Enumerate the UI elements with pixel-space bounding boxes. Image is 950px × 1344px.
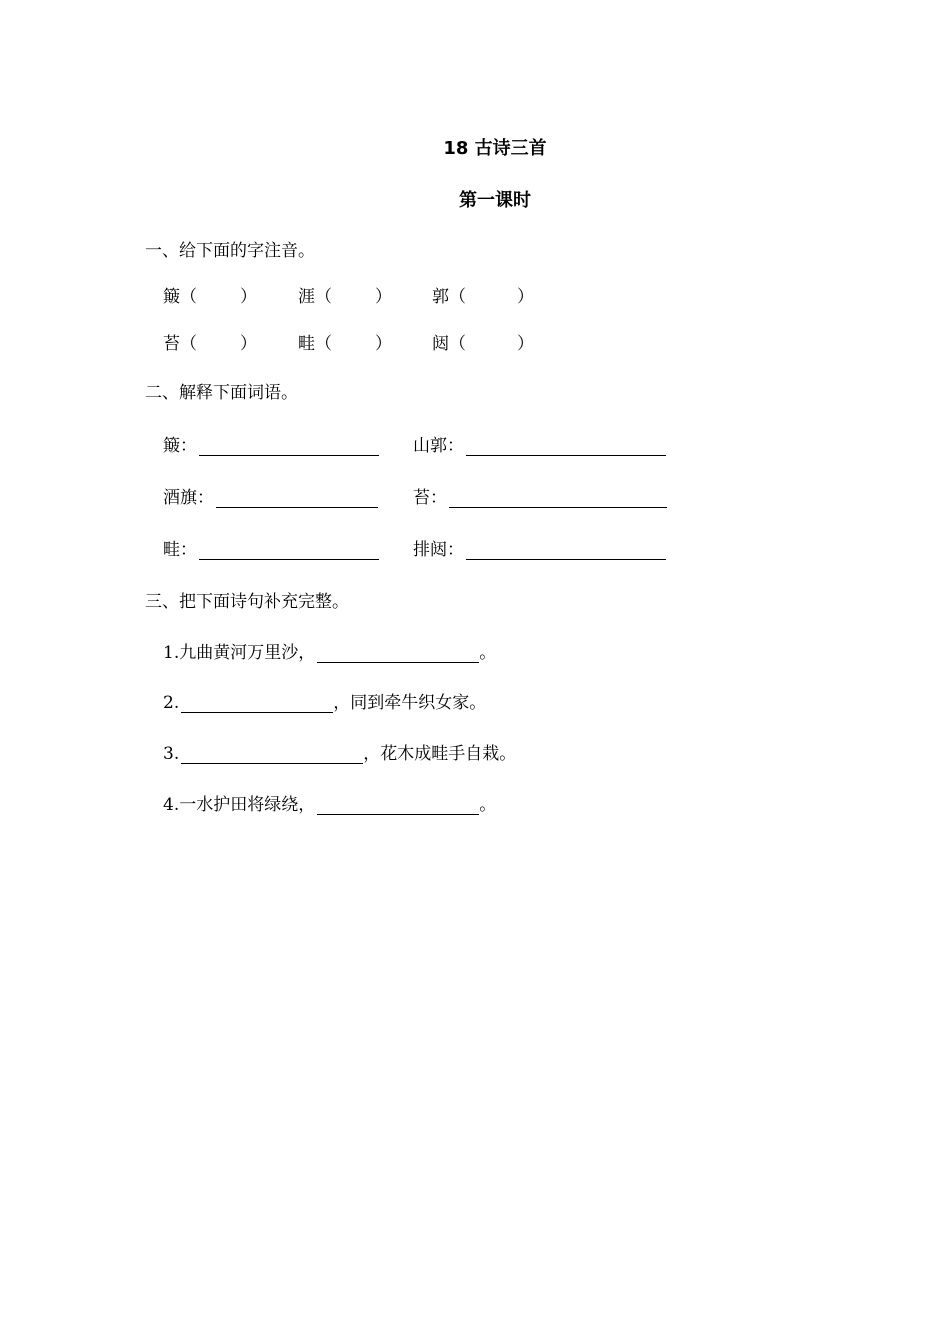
pinyin-paren-close: ） xyxy=(517,334,534,354)
answer-blank[interactable] xyxy=(466,543,666,560)
answer-blank[interactable] xyxy=(216,491,378,508)
pinyin-paren-open: （ xyxy=(315,287,332,307)
pinyin-paren-open: （ xyxy=(315,334,332,354)
definition-item xyxy=(413,535,666,560)
poem-suffix: ，花木成畦手自栽。 xyxy=(363,744,517,764)
pinyin-paren-close: ） xyxy=(375,334,392,354)
pinyin-paren-close: ） xyxy=(240,334,257,354)
definition-term: 畦： xyxy=(163,540,197,560)
section-3-heading: 三、把下面诗句补充完整。 xyxy=(145,592,349,612)
pinyin-paren-open: （ xyxy=(449,334,466,354)
answer-blank[interactable] xyxy=(466,439,666,456)
poem-prefix: 2. xyxy=(163,693,180,713)
definition-item xyxy=(413,431,666,456)
poem-blank[interactable] xyxy=(181,747,363,764)
section-2-heading: 二、解释下面词语。 xyxy=(145,383,298,403)
poem-suffix: 。 xyxy=(479,795,497,815)
pinyin-item xyxy=(432,282,534,307)
pinyin-char: 簸 xyxy=(163,287,180,307)
definition-term: 酒旗： xyxy=(163,488,214,508)
pinyin-paren-close: ） xyxy=(240,287,257,307)
answer-blank[interactable] xyxy=(199,439,379,456)
definition-item xyxy=(163,535,379,560)
section-1-heading: 一、给下面的字注音。 xyxy=(145,241,315,261)
poem-suffix: 。 xyxy=(479,643,497,663)
definition-term: 山郭： xyxy=(413,436,464,456)
page-subtitle: 第一课时 xyxy=(459,190,531,211)
page-title: 18 古诗三首 xyxy=(443,138,547,159)
pinyin-char: 涯 xyxy=(298,287,315,307)
poem-line-1 xyxy=(163,638,496,663)
definition-item xyxy=(413,483,667,508)
pinyin-paren-open: （ xyxy=(180,287,197,307)
pinyin-item xyxy=(163,329,257,354)
definition-term: 簸： xyxy=(163,436,197,456)
answer-blank[interactable] xyxy=(199,543,379,560)
definition-term: 排闼： xyxy=(413,540,464,560)
poem-line-4 xyxy=(163,790,496,815)
pinyin-char: 闼 xyxy=(432,334,449,354)
pinyin-item xyxy=(298,282,392,307)
definition-item xyxy=(163,483,378,508)
poem-prefix: 4.一水护田将绿绕， xyxy=(163,795,316,815)
pinyin-item xyxy=(163,282,257,307)
pinyin-char: 苔 xyxy=(163,334,180,354)
poem-suffix: ，同到牵牛织女家。 xyxy=(333,693,487,713)
poem-blank[interactable] xyxy=(317,646,479,663)
pinyin-paren-close: ） xyxy=(375,287,392,307)
pinyin-char: 畦 xyxy=(298,334,315,354)
poem-blank[interactable] xyxy=(181,696,333,713)
pinyin-char: 郭 xyxy=(432,287,449,307)
pinyin-item xyxy=(298,329,392,354)
pinyin-paren-open: （ xyxy=(180,334,197,354)
definition-item xyxy=(163,431,379,456)
answer-blank[interactable] xyxy=(449,491,667,508)
poem-prefix: 3. xyxy=(163,744,180,764)
pinyin-item xyxy=(432,329,534,354)
poem-prefix: 1.九曲黄河万里沙， xyxy=(163,643,316,663)
poem-blank[interactable] xyxy=(317,798,479,815)
poem-line-3 xyxy=(163,739,516,764)
definition-term: 苔： xyxy=(413,488,447,508)
pinyin-paren-close: ） xyxy=(517,287,534,307)
pinyin-paren-open: （ xyxy=(449,287,466,307)
poem-line-2 xyxy=(163,688,486,713)
